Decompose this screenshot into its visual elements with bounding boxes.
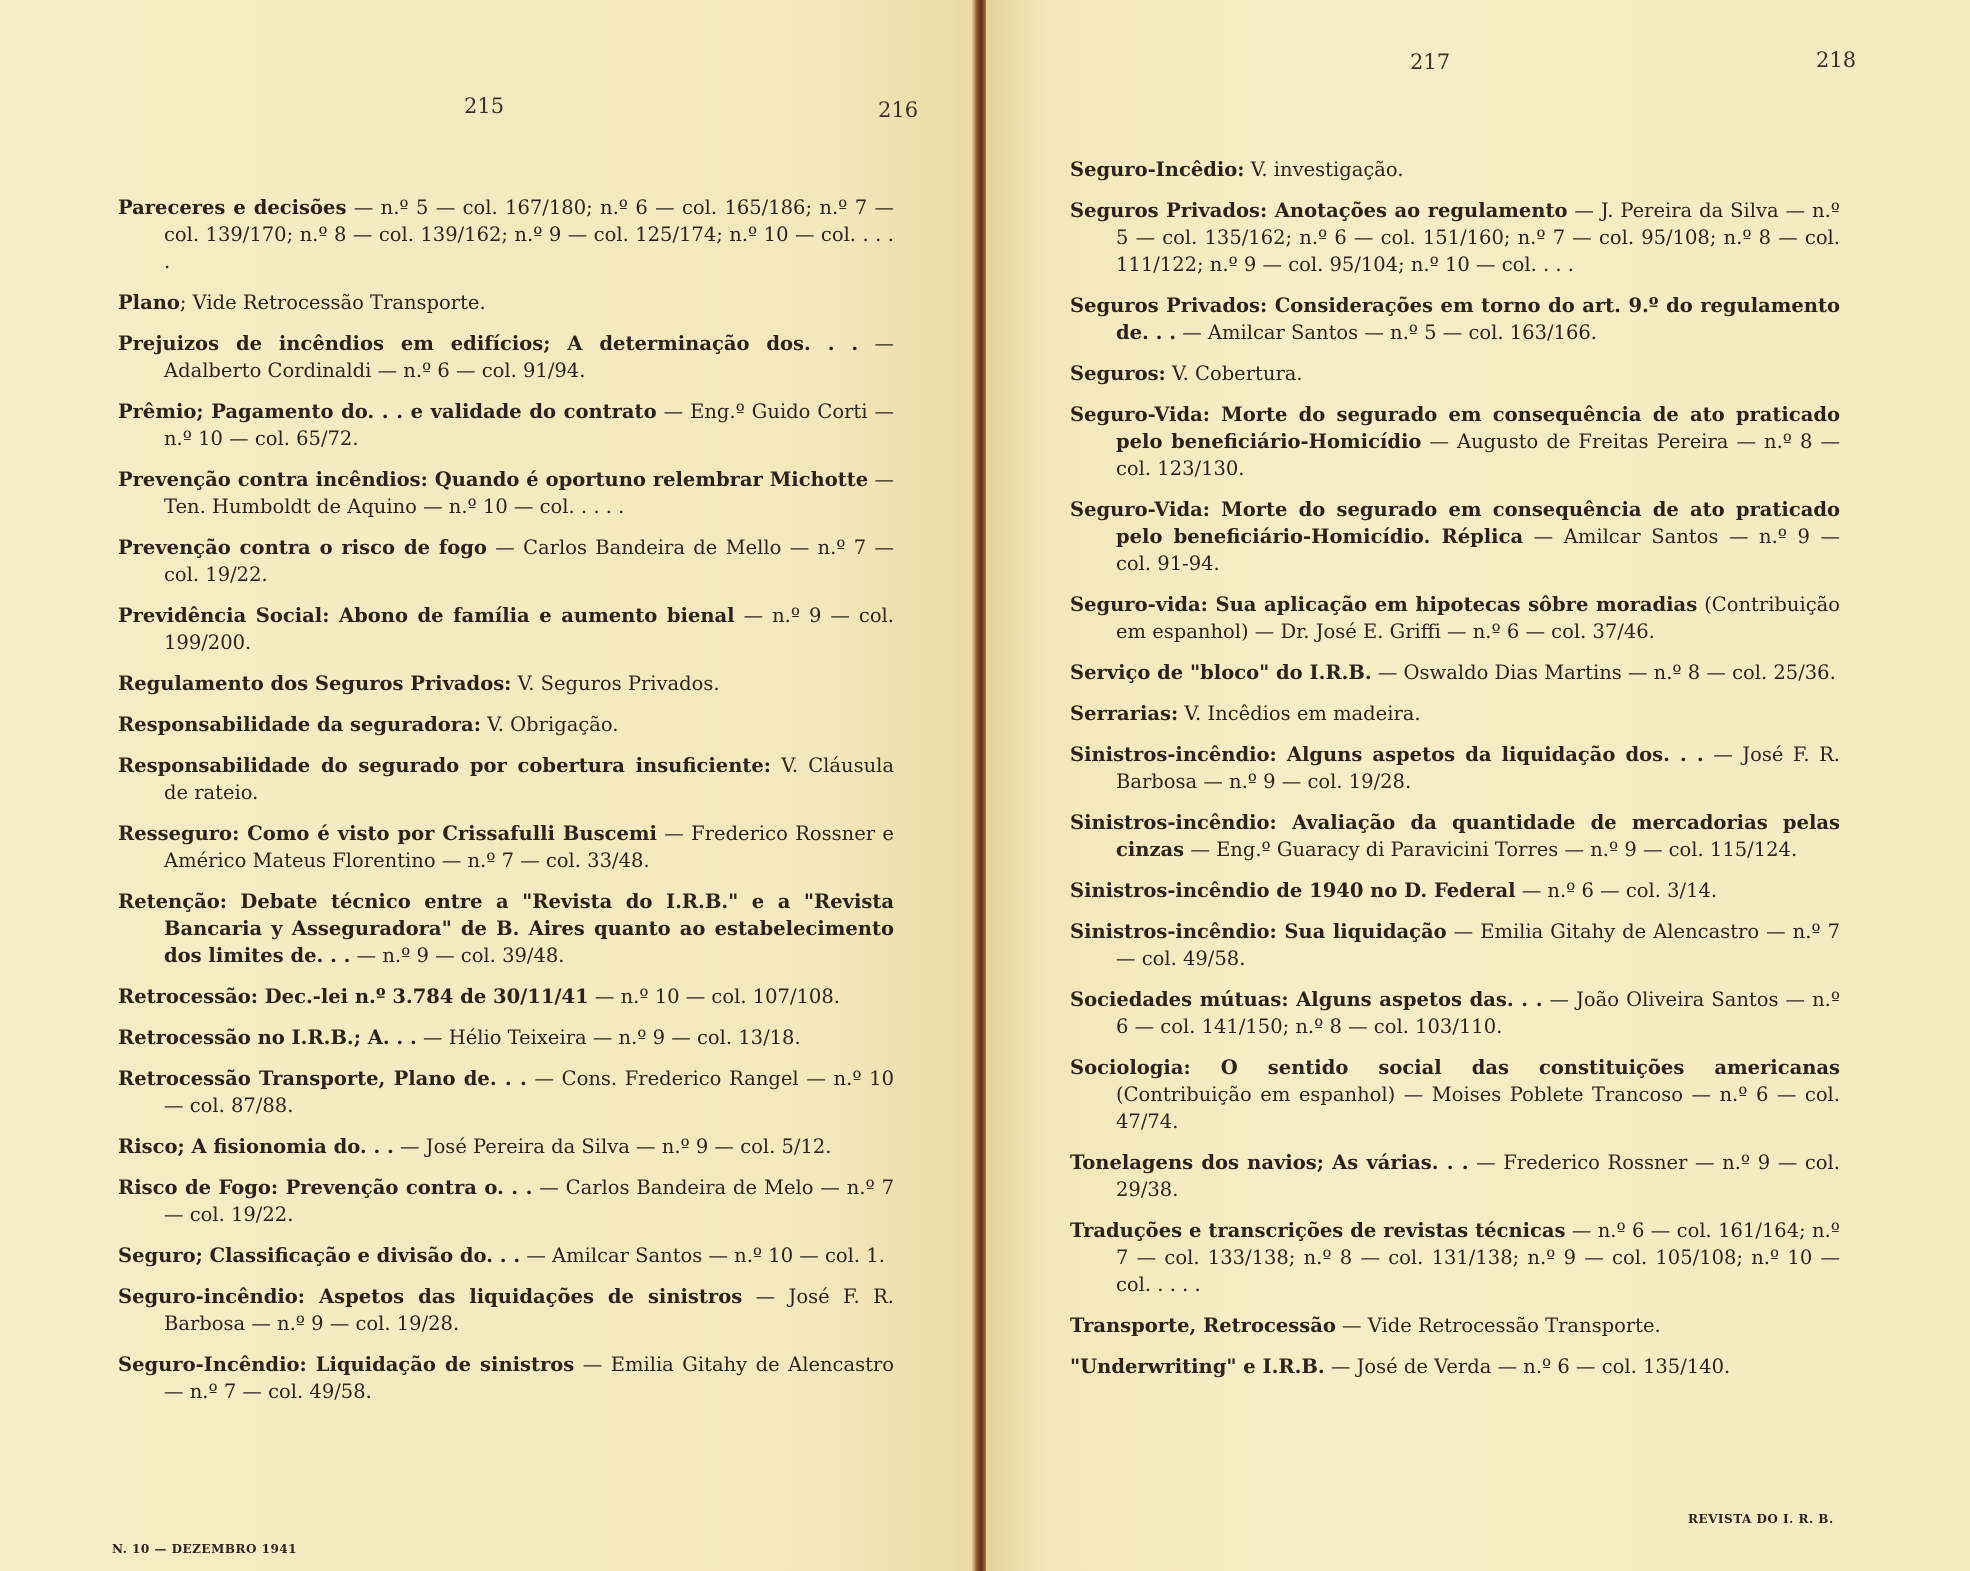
entry-separator: —: [588, 985, 621, 1008]
entry-separator: —: [393, 1135, 426, 1158]
entry-heading: Prevenção contra o risco de fogo: [118, 536, 487, 559]
entry-reference: V. Incêdios em madeira.: [1184, 702, 1421, 725]
index-entry: [1070, 292, 1840, 346]
entry-separator: —: [1565, 1219, 1598, 1242]
entry-heading: Resseguro: Como é visto por Crissafulli Buscemi: [118, 822, 657, 845]
entry-heading: Retenção: Debate técnico entre a "Revista do I.R.B." e a "Revista Bancaria y Asseguradora" de B. Aires quanto ao estabelecimento dos limites de. . .: [118, 890, 894, 967]
entry-separator: —: [1468, 1151, 1504, 1174]
index-entries-right: [1070, 156, 1840, 1394]
entry-separator: —: [656, 822, 692, 845]
entry-separator: —: [1184, 838, 1217, 861]
issue-footer: N. 10 — DEZEMBRO 1941: [112, 1542, 297, 1556]
entry-reference: V. Cobertura.: [1171, 362, 1303, 385]
page-number-215: 215: [464, 94, 505, 118]
index-entry: [1070, 360, 1840, 387]
entry-reference: (Contribuição em espanhol) — Moises Poblete Trancoso — n.º 6 — col. 47/74.: [1116, 1083, 1840, 1133]
index-entry: [118, 1174, 894, 1228]
entry-reference: Vide Retrocessão Transporte.: [192, 291, 486, 314]
entry-heading: Sinistros-incêndio: Sua liquidação: [1070, 920, 1447, 943]
entry-separator: —: [656, 400, 691, 423]
entry-heading: Retrocessão Transporte, Plano de. . .: [118, 1067, 527, 1090]
index-entry: [1070, 1217, 1840, 1298]
entry-heading: Pareceres e decisões: [118, 196, 347, 219]
entry-heading: Responsabilidade do segurado por cobertura insuficiente:: [118, 754, 771, 777]
index-entry: [118, 1351, 894, 1405]
entry-heading: Seguros Privados: Anotações ao regulamento: [1070, 199, 1568, 222]
entry-separator: —: [532, 1176, 566, 1199]
entry-reference: Emilia Gitahy de Alencastro — n.º 7 — col. 49/58.: [164, 1353, 894, 1403]
entry-heading: Prejuizos de incêndios em edifícios; A determinação dos. . .: [118, 332, 859, 355]
entry-reference: Amilcar Santos — n.º 9 — col. 91-94.: [1116, 525, 1840, 575]
entry-reference: Eng.º Guido Corti — n.º 10 — col. 65/72.: [164, 400, 895, 450]
index-entry: [1070, 659, 1840, 686]
entry-heading: Prevenção contra incêndios: Quando é oportuno relembrar Michotte: [118, 468, 869, 491]
index-entry: [1070, 986, 1840, 1040]
entry-separator: —: [734, 604, 773, 627]
entry-heading: Sociologia: O sentido social das constituições americanas: [1070, 1056, 1840, 1079]
entry-heading: Previdência Social: Abono de família e aumento bienal: [118, 604, 735, 627]
right-page: [986, 0, 1970, 1571]
index-entry: [1070, 809, 1840, 863]
entry-separator: —: [1176, 321, 1208, 344]
index-entry: [118, 398, 894, 452]
index-entry: [1070, 700, 1840, 727]
entry-heading: Retrocessão no I.R.B.; A. . .: [118, 1026, 417, 1049]
entry-separator: —: [1446, 920, 1481, 943]
entry-separator: —: [742, 1285, 789, 1308]
entry-reference: Carlos Bandeira de Melo — n.º 7 — col. 19/22.: [164, 1176, 894, 1226]
entry-reference: José Pereira da Silva — n.º 9 — col. 5/12.: [425, 1135, 832, 1158]
entry-separator: —: [1542, 988, 1577, 1011]
entry-reference: Frederico Rossner — n.º 9 — col. 29/38.: [1116, 1151, 1840, 1201]
entry-reference: José F. R. Barbosa — n.º 9 — col. 19/28.: [164, 1285, 895, 1335]
entry-separator: —: [346, 196, 381, 219]
entry-separator: —: [1567, 199, 1601, 222]
entry-heading: Seguro-Incêndio: Liquidação de sinistros: [118, 1353, 575, 1376]
entry-heading: Tonelagens dos navios; As várias. . .: [1070, 1151, 1469, 1174]
entry-heading: Plano: [118, 291, 180, 314]
entry-separator: —: [868, 468, 894, 491]
entry-separator: —: [350, 944, 383, 967]
entry-separator: —: [1335, 1314, 1368, 1337]
entry-separator: —: [526, 1067, 562, 1090]
index-entry: [1070, 1054, 1840, 1135]
entry-reference: Emilia Gitahy de Alencastro — n.º 7 — col. 49/58.: [1116, 920, 1841, 970]
entry-heading: Sinistros-incêndio de 1940 no D. Federal: [1070, 879, 1516, 902]
index-entry: [1070, 591, 1840, 645]
entry-reference: Vide Retrocessão Transporte.: [1367, 1314, 1661, 1337]
entry-reference: José de Verda — n.º 6 — col. 135/140.: [1356, 1355, 1731, 1378]
entry-heading: Seguros:: [1070, 362, 1166, 385]
entry-separator: —: [574, 1353, 611, 1376]
page-number-217: 217: [1410, 50, 1451, 74]
entry-heading: Sinistros-incêndio: Avaliação da quantidade de mercadorias pelas cinzas: [1070, 811, 1840, 861]
entry-heading: Responsabilidade da seguradora:: [118, 713, 481, 736]
index-entry: [118, 711, 894, 738]
entry-heading: Transporte, Retrocessão: [1070, 1314, 1336, 1337]
entry-separator: —: [1523, 525, 1564, 548]
entry-reference: n.º 9 — col. 199/200.: [164, 604, 894, 654]
entry-heading: Regulamento dos Seguros Privados:: [118, 672, 512, 695]
index-entries-left: [118, 194, 894, 1419]
index-entry: [1070, 1312, 1840, 1339]
entry-heading: Seguros Privados: Considerações em torno do art. 9.º do regulamento de. . .: [1070, 294, 1840, 344]
entry-heading: Serrarias:: [1070, 702, 1179, 725]
entry-reference: n.º 9 — col. 39/48.: [382, 944, 565, 967]
entry-heading: Prêmio; Pagamento do. . . e validade do contrato: [118, 400, 657, 423]
entry-separator: —: [1703, 743, 1743, 766]
index-entry: [1070, 156, 1840, 183]
index-entry: [118, 466, 894, 520]
entry-separator: —: [520, 1244, 553, 1267]
entry-separator: [771, 754, 781, 777]
entry-reference: n.º 6 — col. 3/14.: [1547, 879, 1718, 902]
index-entry: [118, 194, 894, 275]
entry-separator: —: [416, 1026, 449, 1049]
entry-reference: Adalberto Cordinaldi — n.º 6 — col. 91/94.: [164, 359, 586, 382]
index-entry: [118, 1065, 894, 1119]
index-entry: [118, 820, 894, 874]
entry-heading: Sinistros-incêndio: Alguns aspetos da liquidação dos. . .: [1070, 743, 1704, 766]
entry-heading: Risco de Fogo: Prevenção contra o. . .: [118, 1176, 533, 1199]
entry-reference: n.º 5 — col. 167/180; n.º 6 — col. 165/186; n.º 7 — col. 139/170; n.º 8 — col. 139/162; n.º 9 — col. 125/174; n.º 10 — col. . . . .: [164, 196, 894, 273]
index-entry: [118, 534, 894, 588]
entry-reference: Augusto de Freitas Pereira — n.º 8 — col. 123/130.: [1116, 430, 1840, 480]
entry-reference: V. Obrigação.: [487, 713, 619, 736]
entry-reference: Oswaldo Dias Martins — n.º 8 — col. 25/36.: [1403, 661, 1836, 684]
index-entry: [1070, 496, 1840, 577]
entry-separator: —: [1421, 430, 1458, 453]
entry-reference: João Oliveira Santos — n.º 6 — col. 141/150; n.º 8 — col. 103/110.: [1116, 988, 1840, 1038]
index-entry: [118, 1133, 894, 1160]
index-entry: [1070, 918, 1840, 972]
entry-heading: Seguro-Incêdio:: [1070, 158, 1245, 181]
entry-heading: Risco; A fisionomia do. . .: [118, 1135, 394, 1158]
left-page: [0, 0, 978, 1571]
entry-separator: —: [1371, 661, 1404, 684]
entry-separator: —: [858, 332, 894, 355]
entry-reference: (Contribuição em espanhol) — Dr. José E. Griffi — n.º 6 — col. 37/46.: [1116, 593, 1840, 643]
page-number-216: 216: [878, 98, 919, 122]
entry-reference: V. Seguros Privados.: [517, 672, 720, 695]
entry-reference: Cons. Frederico Rangel — n.º 10 — col. 87/88.: [164, 1067, 894, 1117]
entry-separator: —: [1515, 879, 1548, 902]
index-entry: [1070, 1353, 1840, 1380]
entry-reference: Carlos Bandeira de Mello — n.º 7 — col. 19/22.: [164, 536, 894, 586]
entry-heading: Retrocessão: Dec.-lei n.º 3.784 de 30/11/41: [118, 985, 589, 1008]
entry-reference: Frederico Rossner e Américo Mateus Florentino — n.º 7 — col. 33/48.: [164, 822, 894, 872]
entry-reference: Amilcar Santos — n.º 10 — col. 1.: [552, 1244, 885, 1267]
entry-reference: Ten. Humboldt de Aquino — n.º 10 — col. . . . .: [164, 495, 625, 518]
entry-heading: Seguro-vida: Sua aplicação em hipotecas sôbre moradias: [1070, 593, 1698, 616]
entry-heading: Seguro-Vida: Morte do segurado em consequência de ato praticado pelo beneficiário-Homicídio. Réplica: [1070, 498, 1840, 548]
index-entry: [118, 289, 894, 316]
index-entry: [1070, 741, 1840, 795]
index-entry: [118, 602, 894, 656]
entry-reference: José F. R. Barbosa — n.º 9 — col. 19/28.: [1116, 743, 1840, 793]
entry-heading: Seguro-incêndio: Aspetos das liquidações de sinistros: [118, 1285, 743, 1308]
index-entry: [118, 983, 894, 1010]
entry-heading: Serviço de "bloco" do I.R.B.: [1070, 661, 1372, 684]
entry-reference: Eng.º Guaracy di Paravicini Torres — n.º 9 — col. 115/124.: [1216, 838, 1798, 861]
entry-reference: V. Cláusula de rateio.: [164, 754, 895, 804]
index-entry: [1070, 401, 1840, 482]
entry-separator: ;: [179, 291, 193, 314]
index-entry: [118, 670, 894, 697]
entry-reference: Hélio Teixeira — n.º 9 — col. 13/18.: [448, 1026, 801, 1049]
entry-separator: —: [1324, 1355, 1357, 1378]
index-entry: [118, 888, 894, 969]
index-entry: [118, 1283, 894, 1337]
index-entry: [118, 330, 894, 384]
entry-separator: —: [486, 536, 524, 559]
entry-reference: J. Pereira da Silva — n.º 5 — col. 135/162; n.º 6 — col. 151/160; n.º 7 — col. 95/108; n.º 8 — col. 111/122; n.º 9 — col. 95/104; n.º 10 — col. . . .: [1116, 199, 1840, 276]
entry-heading: Sociedades mútuas: Alguns aspetos das. . .: [1070, 988, 1543, 1011]
index-entry: [118, 752, 894, 806]
index-entry: [1070, 877, 1840, 904]
entry-heading: "Underwriting" e I.R.B.: [1070, 1355, 1325, 1378]
index-entry: [1070, 197, 1840, 278]
entry-heading: Seguro; Classificação e divisão do. . .: [118, 1244, 521, 1267]
entry-reference: V. investigação.: [1250, 158, 1404, 181]
entry-reference: Amilcar Santos — n.º 5 — col. 163/166.: [1207, 321, 1597, 344]
page-number-218: 218: [1816, 48, 1857, 72]
entry-reference: n.º 10 — col. 107/108.: [620, 985, 840, 1008]
index-entry: [118, 1242, 894, 1269]
journal-footer: REVISTA DO I. R. B.: [1688, 1512, 1834, 1526]
entry-reference: n.º 6 — col. 161/164; n.º 7 — col. 133/138; n.º 8 — col. 131/138; n.º 9 — col. 105/108; n.º 10 — col. . . . .: [1116, 1219, 1840, 1296]
entry-heading: Traduções e transcrições de revistas técnicas: [1070, 1219, 1566, 1242]
entry-heading: Seguro-Vida: Morte do segurado em consequência de ato praticado pelo beneficiário-Homicídio: [1070, 403, 1840, 453]
index-entry: [1070, 1149, 1840, 1203]
index-entry: [118, 1024, 894, 1051]
